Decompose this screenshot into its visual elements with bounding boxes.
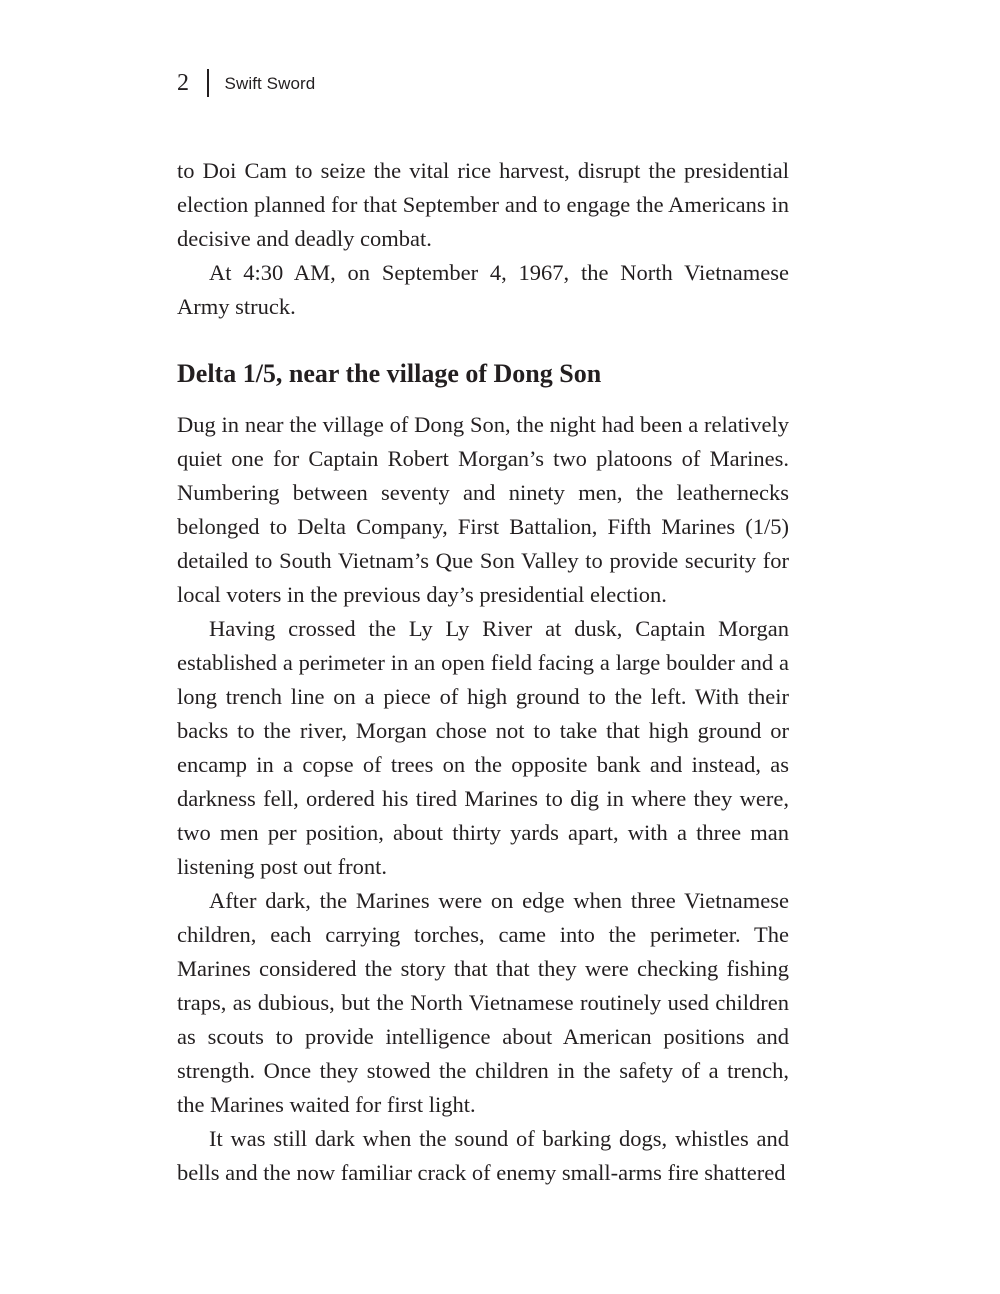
header-divider — [207, 69, 209, 97]
paragraph-continued: to Doi Cam to seize the vital rice harvest, disrupt the presidential election planned for that September and to engage the Americans in decisive and deadly combat. — [177, 158, 789, 251]
paragraph-continues: It was still dark when the sound of barking dogs, whistles and bells and the now familiar crack of enemy small-arms fire shattered — [177, 1126, 789, 1185]
running-title: Swift Sword — [224, 73, 316, 93]
running-head — [177, 66, 315, 100]
paragraph: After dark, the Marines were on edge when three Vietnamese children, each carrying torches, came into the perimeter. The Marines considered the story that that they were checking fishing traps, as dubious, but the North Vietnamese routinely used children as scouts to provide intelligence about American positions and strength. Once they stowed the children in the safety of a trench, the Marines waited for first light. — [177, 888, 789, 1117]
paragraph: At 4:30 AM, on September 4, 1967, the North Vietnamese Army struck. — [177, 260, 789, 319]
body-text-after-heading — [177, 408, 789, 1190]
paragraph: Having crossed the Ly Ly River at dusk, Captain Morgan established a perimeter in an open field facing a large boulder and a long trench line on a piece of high ground to the left. With their backs to the river, Morgan chose not to take that high ground or encamp in a copse of trees on the opposite bank and instead, as darkness fell, ordered his tired Marines to dig in where they were, two men per position, about thirty yards apart, with a three man listening post out front. — [177, 616, 789, 879]
body-text-before-heading — [177, 154, 789, 324]
paragraph: Dug in near the village of Dong Son, the night had been a relatively quiet one for Captain Robert Morgan’s two platoons of Marines. Numbering between seventy and ninety men, the leathernecks belonged to Delta Company, First Battalion, Fifth Marines (1/5) detailed to South Vietnam’s Que Son Valley to provide security for local voters in the previous day’s presidential election. — [177, 412, 789, 607]
page-number: 2 — [177, 70, 189, 96]
section-heading: Delta 1/5, near the village of Dong Son — [177, 359, 602, 388]
